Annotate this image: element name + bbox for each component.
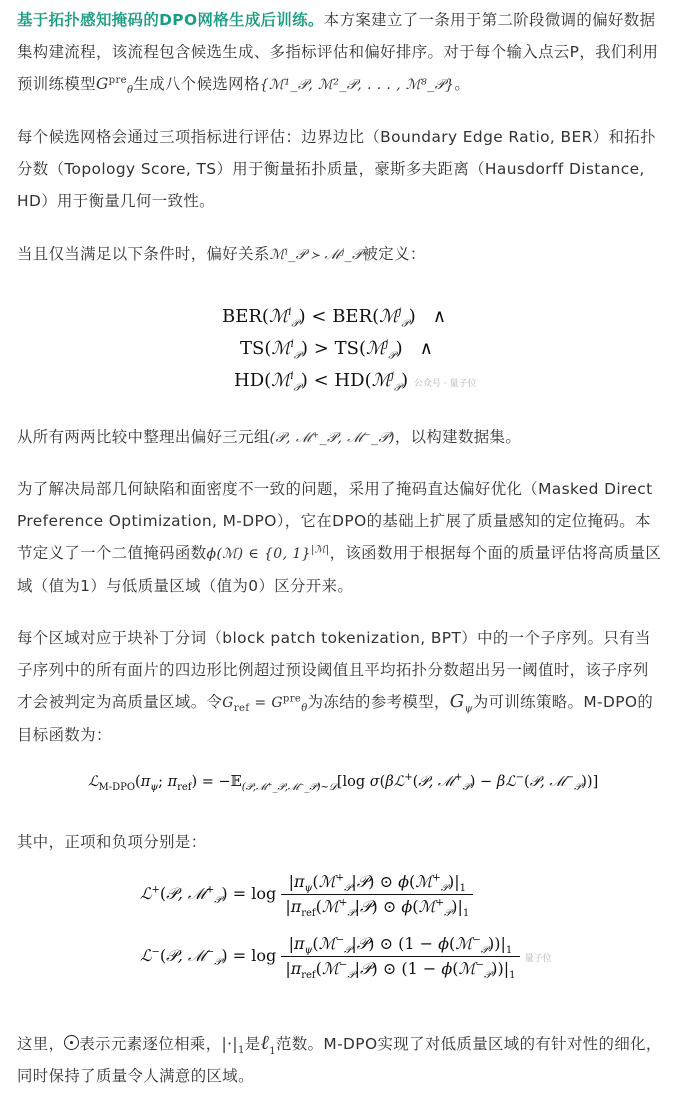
triple-text-a: 从所有两两比较中整理出偏好三元组 [17, 428, 270, 446]
condition-row: BER(ℳ$^i_𝒫$) < BER(ℳ$^j_𝒫$) ∧ [222, 306, 447, 330]
regions-text-a: 每个区域对应于块补丁分词（block patch tokenization, BPT）中的一个子序列。只有当子序列中的所有面片的四边形比例超过预设阈值且平均拓扑分数超出另一阈值时，该子序列才会被判定为高质量区域。令 [17, 629, 651, 711]
ell-one-symbol: ℓ$_1$ [260, 1030, 277, 1057]
triple-formula: (𝒫, ℳ⁺_𝒫, ℳ⁻_𝒫) [269, 430, 395, 446]
triple-text-b: ，以构建数据集。 [394, 428, 522, 446]
reference-model-formula: $G_{ref} = G^{pre}_\theta$ [222, 693, 308, 714]
watermark: 量子位 [524, 954, 552, 964]
loss-terms-formulas [0, 872, 679, 1002]
candidate-set-formula: {ℳ¹_𝒫, ℳ²_𝒫, . . . , ℳ⁸_𝒫} [259, 77, 455, 93]
mdpo-text-a: 为了解决局部几何缺陷和面密度不一致的问题，采用了掩码直达偏好优化（Masked Direct Preference Optimization, M-DPO），它在DPO的基础上扩展了质量感知的定位掩码。本节定义了一个二值掩码函数 [17, 480, 653, 562]
watermark: 公众号 · 量子位 [413, 379, 477, 389]
objective-formula: $ℒ_{M-DPO}(\pi_\psi$; $\pi_{ref}$) = −𝔼$_{(𝒫,ℳ^+\_𝒫,ℳ^-\_𝒫)\sim 𝒟}$[log σ(βℒ+(𝒫, ℳ+$_𝒫$) − βℒ−(𝒫, ℳ−$_𝒫$))] [88, 772, 599, 793]
paragraph-mdpo [17, 473, 662, 602]
section-heading: 基于拓扑感知掩码的DPO网格生成后训练。 [17, 11, 324, 29]
conclusion-text-d: 范数。M-DPO实现了对低质量区域的有针对性的细化，同时保持了质量令人满意的区域。 [17, 1035, 662, 1085]
paragraph-conclusion [17, 1026, 662, 1092]
negative-term: ℒ−(𝒫, ℳ−$_𝒫$) = log $\frac{|\pi_\psi(ℳ^-_𝒫|𝒫) ⊙ (1 - \phi(ℳ^-_𝒫))|_1}{|\pi_{ref}(ℳ^-_𝒫|𝒫) ⊙ (1 - \phi(ℳ^-_𝒫))|_1}$ 量子位 [140, 934, 552, 982]
intro-text-a: 本方案建立了一条用于第二阶段微调的偏好数据集构建流程，该流程包含候选生成、多指标评估和偏好排序。对于每个输入点云P，我们利用预训练模型 [17, 11, 659, 93]
pref-text-b: 被定义： [362, 245, 426, 263]
paragraph-triples [17, 421, 662, 454]
pretrained-model-symbol: $G^{pre}_\theta$ [95, 74, 134, 97]
regions-text-c: 为可训练策略。M-DPO的目标函数为： [17, 693, 654, 744]
pref-text-a: 当且仅当满足以下条件时，偏好关系 [17, 245, 270, 263]
hadamard-product-icon [64, 1035, 79, 1050]
conclusion-text-b: 表示元素逐位相乘， [79, 1035, 222, 1053]
mdpo-text-b: ，该函数用于根据每个面的质量评估将高质量区域（值为1）与低质量区域（值为0）区分开来。 [17, 544, 662, 595]
regions-text-b: 为冻结的参考模型， [307, 693, 450, 711]
mask-function-formula: ϕ(ℳ) ∈ {0, 1}$^{|ℳ|}$ [206, 544, 330, 562]
paragraph-metrics: 每个候选网格会通过三项指标进行评估：边界边比（Boundary Edge Ratio, BER）和拓扑分数（Topology Score, TS）用于衡量拓扑质量，豪斯多夫距离（Hausdorff Distance, HD）用于衡量几何一致性。 [17, 128, 656, 210]
condition-row: HD(ℳ$^i_𝒫$) < HD(ℳ$^j_𝒫$) 公众号 · 量子位 [234, 370, 477, 394]
conclusion-text-c: 是 [244, 1035, 261, 1053]
intro-text-c: 。 [454, 75, 471, 93]
positive-term: ℒ+(𝒫, ℳ+$_𝒫$) = log $\frac{|\pi_\psi(ℳ^+_𝒫|𝒫) ⊙ \phi(ℳ^+_𝒫)|_1}{|\pi_{ref}(ℳ^+_𝒫|𝒫) ⊙ \phi(ℳ^+_𝒫)|_1}$ [140, 872, 473, 917]
paragraph-intro [17, 4, 662, 101]
policy-symbol: $G_\psi$ [449, 691, 473, 715]
intro-text-b: 生成八个候选网格 [133, 75, 260, 93]
paragraph-terms-intro: 其中，正项和负项分别是： [17, 833, 207, 851]
l1-norm-symbol: $|\cdot|_1$ [221, 1035, 245, 1057]
paragraph-regions [17, 622, 662, 751]
conclusion-text-a: 这里， [17, 1035, 65, 1053]
paragraph-preference-def [17, 238, 662, 271]
preference-conditions [0, 306, 679, 406]
preference-relation-formula: ℳⁱ_𝒫 ≻ ℳʲ_𝒫 [269, 247, 363, 263]
condition-row: TS(ℳ$^i_𝒫$) > TS(ℳ$^j_𝒫$) ∧ [240, 338, 433, 362]
